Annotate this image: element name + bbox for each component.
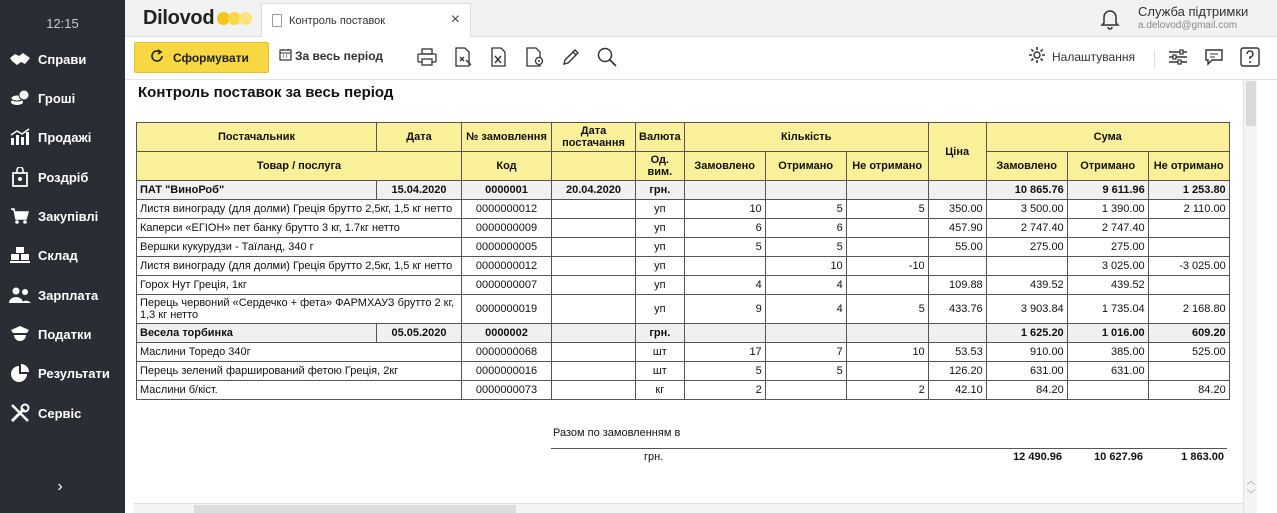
chat-icon[interactable] (1203, 46, 1225, 68)
sidebar-item-label: Роздріб (38, 169, 89, 185)
toolbar-divider (1154, 50, 1155, 68)
chart-icon (9, 126, 31, 148)
sidebar-item-zarplata[interactable] (0, 277, 125, 313)
sidebar-item-label: Гроші (38, 90, 76, 106)
cell-delivery-date (552, 381, 636, 400)
cell-delivery-date (552, 362, 636, 381)
sliders-icon[interactable] (1167, 46, 1189, 68)
cell-product: Листя винограду (для долми) Греція брутто 2,5кг, 1,5 кг нетто (137, 257, 462, 276)
calendar-icon (279, 48, 292, 64)
sidebar-item-label: Продажі (38, 129, 92, 145)
cell-qty-not-received (846, 362, 928, 381)
cell-delivery-date (552, 257, 636, 276)
export-pdf-icon[interactable] (452, 46, 474, 68)
table-row[interactable] (137, 343, 1230, 362)
logo-dots-icon (215, 12, 252, 25)
cell-code: 0000002 (462, 324, 552, 343)
cell-product: Каперси «ЕГІОН» пет банку брутто 3 кг, 1.7кг нетто (137, 219, 462, 238)
cell-qty-ordered: 5 (684, 362, 765, 381)
generate-button[interactable] (134, 42, 269, 73)
cell-sum-received: 2 747.40 (1067, 219, 1148, 238)
cell-delivery-date (552, 200, 636, 219)
cell-product: Вершки кукурудзи - Таїланд, 340 г (137, 238, 462, 257)
col-header-price: Ціна (928, 123, 986, 181)
col-header-sum: Сума (986, 123, 1229, 152)
cell-sum-not-received: 525.00 (1148, 343, 1229, 362)
cell-code: 0000000068 (462, 343, 552, 362)
col-header-supplier: Постачальник (137, 123, 377, 152)
table-row[interactable] (137, 295, 1230, 324)
scroll-thumb[interactable] (1246, 81, 1256, 126)
cell-delivery-date (552, 276, 636, 295)
boxes-icon (9, 244, 31, 266)
cell-price: 109.88 (928, 276, 986, 295)
cell-product: Листя винограду (для долми) Греція брутто 2,5кг, 1,5 кг нетто (137, 200, 462, 219)
tab-title: Контроль поставок (289, 14, 386, 27)
cell-unit: уп (636, 257, 685, 276)
cell-sum-ordered: 3 500.00 (986, 200, 1067, 219)
sidebar-item-label: Склад (38, 247, 78, 263)
support-email: a.delovod@gmail.com (1138, 20, 1238, 31)
pencil-icon[interactable] (560, 46, 582, 68)
period-button[interactable] (279, 48, 383, 64)
cell-sum-ordered: 631.00 (986, 362, 1067, 381)
table-row[interactable] (137, 200, 1230, 219)
sidebar-item-spravy[interactable] (0, 41, 125, 77)
cell-qty-received: 4 (765, 295, 846, 324)
cell-qty-not-received (846, 276, 928, 295)
cell-unit: шт (636, 343, 685, 362)
cell-qty-ordered: 10 (684, 200, 765, 219)
cell-code: 0000000073 (462, 381, 552, 400)
settings-button[interactable] (1028, 46, 1135, 67)
cell-sum-not-received (1148, 362, 1229, 381)
col-header-code: Код (462, 152, 552, 181)
cell-date: 05.05.2020 (377, 324, 462, 343)
col-header-empty (552, 152, 636, 181)
cell-unit: грн. (636, 324, 685, 343)
cell-sum-received: 385.00 (1067, 343, 1148, 362)
cell-sum-ordered: 910.00 (986, 343, 1067, 362)
cell-supplier: ПАТ "ВиноРоб" (137, 181, 377, 200)
handshake-icon (9, 48, 31, 70)
sidebar-item-groshi[interactable] (0, 80, 125, 116)
cell-price: 53.53 (928, 343, 986, 362)
cell-product: Перець червоний «Сердечко + фета» ФАРМХАУЗ брутто 2 кг, 1,3 кг нетто (137, 295, 462, 324)
summary-received: 10 627.96 (1094, 451, 1143, 463)
cell-sum-ordered: 2 747.40 (986, 219, 1067, 238)
cell-code: 0000000009 (462, 219, 552, 238)
document-icon (272, 14, 282, 27)
cell-code: 0000000019 (462, 295, 552, 324)
pie-chart-icon (9, 362, 31, 384)
cell-sum-received: 1 735.04 (1067, 295, 1148, 324)
cell-sum-ordered: 10 865.76 (986, 181, 1067, 200)
cell-qty-ordered: 17 (684, 343, 765, 362)
cell-unit: грн. (636, 181, 685, 200)
cell-price: 433.76 (928, 295, 986, 324)
cell-qty-received: 6 (765, 219, 846, 238)
table-row[interactable] (137, 381, 1230, 400)
cell-price: 55.00 (928, 238, 986, 257)
cell-qty-not-received: -10 (846, 257, 928, 276)
cell-qty-received: 4 (765, 276, 846, 295)
tab-kontrol-postavok[interactable] (261, 3, 471, 37)
summary-divider (551, 448, 1227, 449)
search-icon[interactable] (596, 46, 618, 68)
cell-qty-ordered: 6 (684, 219, 765, 238)
cell-delivery-date (552, 324, 636, 343)
table-group-row[interactable] (137, 324, 1230, 343)
cell-unit: уп (636, 238, 685, 257)
clock: 12:15 (46, 16, 79, 31)
toolbar (125, 37, 1277, 80)
cell-sum-not-received: 609.20 (1148, 324, 1229, 343)
col-header-sum-not-received: Не отримано (1148, 152, 1229, 181)
cell-qty-ordered: 4 (684, 276, 765, 295)
cell-qty-not-received: 10 (846, 343, 928, 362)
col-header-delivery-date: Дата постачання (552, 123, 636, 152)
sidebar-item-label: Зарплата (38, 287, 99, 303)
col-header-sum-ordered: Замовлено (986, 152, 1067, 181)
cell-sum-received: 439.52 (1067, 276, 1148, 295)
cell-sum-not-received (1148, 276, 1229, 295)
cell-unit: уп (636, 200, 685, 219)
cell-sum-ordered: 84.20 (986, 381, 1067, 400)
cell-qty-not-received: 5 (846, 200, 928, 219)
report-title: Контроль поставок за весь період (138, 84, 394, 101)
cell-qty-not-received (846, 324, 928, 343)
document-settings-icon[interactable] (524, 46, 546, 68)
chevron-right-icon[interactable]: › (57, 478, 63, 495)
col-header-qty-received: Отримано (765, 152, 846, 181)
cell-unit: уп (636, 219, 685, 238)
officer-icon (9, 323, 31, 345)
cell-price: 457.90 (928, 219, 986, 238)
cart-icon (9, 205, 31, 227)
shopping-bag-icon (9, 166, 31, 188)
right-gutter (1257, 80, 1277, 513)
vertical-scrollbar[interactable] (1243, 80, 1257, 513)
coins-icon (9, 87, 31, 109)
sidebar-item-label: Результати (38, 365, 110, 381)
report-area (134, 80, 1243, 503)
summary-ordered: 12 490.96 (1013, 451, 1062, 463)
cell-qty-ordered: 5 (684, 238, 765, 257)
cell-qty-ordered: 9 (684, 295, 765, 324)
sidebar-item-podatky[interactable] (0, 316, 125, 352)
cell-price: 42.10 (928, 381, 986, 400)
cell-price: 126.20 (928, 362, 986, 381)
period-label: За весь період (295, 49, 384, 63)
settings-label: Налаштування (1052, 49, 1135, 64)
bell-icon[interactable] (1100, 8, 1120, 30)
cell-sum-not-received: 2 110.00 (1148, 200, 1229, 219)
table-row[interactable] (137, 257, 1230, 276)
cell-delivery-date (552, 295, 636, 324)
col-header-product: Товар / послуга (137, 152, 462, 181)
col-header-qty-ordered: Замовлено (684, 152, 765, 181)
cell-unit: уп (636, 276, 685, 295)
help-icon[interactable] (1239, 46, 1261, 68)
cell-qty-ordered: 2 (684, 381, 765, 400)
top-bar (125, 0, 1277, 37)
sidebar-item-rezultaty[interactable] (0, 355, 125, 391)
cell-code: 0000001 (462, 181, 552, 200)
cell-sum-received: 3 025.00 (1067, 257, 1148, 276)
cell-unit: шт (636, 362, 685, 381)
col-header-quantity: Кількість (684, 123, 928, 152)
cell-sum-received: 9 611.96 (1067, 181, 1148, 200)
cell-delivery-date: 20.04.2020 (552, 181, 636, 200)
cell-qty-not-received: 2 (846, 381, 928, 400)
cell-delivery-date (552, 343, 636, 362)
cell-qty-received: 5 (765, 362, 846, 381)
cell-qty-received: 5 (765, 200, 846, 219)
cell-qty-not-received (846, 219, 928, 238)
cell-qty-ordered (684, 257, 765, 276)
table-row[interactable] (137, 362, 1230, 381)
cell-sum-ordered: 1 625.20 (986, 324, 1067, 343)
col-header-date: Дата (377, 123, 462, 152)
cell-sum-received: 275.00 (1067, 238, 1148, 257)
cell-qty-received (765, 381, 846, 400)
cell-code: 0000000007 (462, 276, 552, 295)
col-header-sum-received: Отримано (1067, 152, 1148, 181)
cell-qty-received: 10 (765, 257, 846, 276)
table-row[interactable] (137, 238, 1230, 257)
cell-code: 0000000012 (462, 257, 552, 276)
sidebar-item-prodazhi[interactable] (0, 119, 125, 155)
cell-sum-not-received: 1 253.80 (1148, 181, 1229, 200)
cell-qty-not-received (846, 238, 928, 257)
cell-delivery-date (552, 238, 636, 257)
summary-currency: грн. (644, 451, 664, 463)
scroll-down-icon[interactable]: ﹀ (1246, 489, 1256, 499)
table-row[interactable] (137, 276, 1230, 295)
cell-supplier: Весела торбинка (137, 324, 377, 343)
cell-unit: уп (636, 295, 685, 324)
sidebar-item-label: Податки (38, 326, 92, 342)
cell-sum-not-received: 84.20 (1148, 381, 1229, 400)
cell-sum-not-received: -3 025.00 (1148, 257, 1229, 276)
cell-code: 0000000005 (462, 238, 552, 257)
cell-sum-received: 1 016.00 (1067, 324, 1148, 343)
cell-qty-ordered (684, 181, 765, 200)
cell-qty-received (765, 181, 846, 200)
horizontal-scrollbar[interactable] (134, 503, 1243, 513)
col-header-order-no: № замовлення (462, 123, 552, 152)
generate-label: Сформувати (173, 50, 249, 65)
cell-sum-received: 631.00 (1067, 362, 1148, 381)
col-header-qty-not-received: Не отримано (846, 152, 928, 181)
sidebar-item-zakupivli[interactable] (0, 198, 125, 234)
summary-not-received: 1 863.00 (1181, 451, 1224, 463)
cell-sum-received: 1 390.00 (1067, 200, 1148, 219)
tools-icon (9, 402, 31, 424)
cell-qty-received: 7 (765, 343, 846, 362)
table-row[interactable] (137, 219, 1230, 238)
cell-qty-ordered (684, 324, 765, 343)
cell-sum-not-received: 2 168.80 (1148, 295, 1229, 324)
cell-qty-received: 5 (765, 238, 846, 257)
cell-sum-ordered: 275.00 (986, 238, 1067, 257)
cell-price (928, 257, 986, 276)
sidebar-item-sklad[interactable] (0, 237, 125, 273)
table-group-row[interactable] (137, 181, 1230, 200)
cell-delivery-date (552, 219, 636, 238)
people-icon (9, 284, 31, 306)
scroll-thumb[interactable] (194, 505, 516, 513)
sidebar (0, 0, 125, 513)
cell-unit: кг (636, 381, 685, 400)
logo (143, 6, 252, 30)
refresh-icon (150, 49, 164, 66)
cell-price (928, 324, 986, 343)
cell-product: Маслини б/кіст. (137, 381, 462, 400)
cell-product: Маслини Торедо 340г (137, 343, 462, 362)
sidebar-item-servis[interactable] (0, 395, 125, 431)
cell-date: 15.04.2020 (377, 181, 462, 200)
support-title: Служба підтримки (1138, 4, 1249, 19)
cell-qty-not-received (846, 181, 928, 200)
sidebar-item-label: Сервіс (38, 405, 82, 421)
cell-code: 0000000012 (462, 200, 552, 219)
summary-block (134, 420, 1243, 470)
gear-icon (1028, 46, 1046, 67)
cell-sum-ordered: 439.52 (986, 276, 1067, 295)
report-table (136, 122, 1230, 400)
cell-sum-ordered (986, 257, 1067, 276)
export-excel-icon[interactable] (488, 46, 510, 68)
summary-label: Разом по замовленням в (553, 427, 681, 439)
cell-price (928, 181, 986, 200)
close-icon[interactable]: × (450, 11, 460, 28)
sidebar-item-label: Справи (38, 51, 87, 67)
sidebar-item-label: Закупівлі (38, 208, 99, 224)
cell-product: Горох Нут Греція, 1кг (137, 276, 462, 295)
cell-price: 350.00 (928, 200, 986, 219)
cell-product: Перець зелений фарширований фетою Греція, 2кг (137, 362, 462, 381)
cell-sum-not-received (1148, 219, 1229, 238)
cell-sum-ordered: 3 903.84 (986, 295, 1067, 324)
sidebar-item-rozdrib[interactable] (0, 159, 125, 195)
print-icon[interactable] (416, 46, 438, 68)
cell-qty-received (765, 324, 846, 343)
scroll-up-icon[interactable]: ︿ (1246, 476, 1256, 486)
cell-sum-not-received (1148, 238, 1229, 257)
cell-code: 0000000016 (462, 362, 552, 381)
support-block[interactable] (1138, 4, 1248, 31)
logo-text: Dilovod (143, 6, 215, 29)
cell-sum-received (1067, 381, 1148, 400)
col-header-unit: Од. вим. (636, 152, 685, 181)
col-header-currency: Валюта (636, 123, 685, 152)
cell-qty-not-received: 5 (846, 295, 928, 324)
